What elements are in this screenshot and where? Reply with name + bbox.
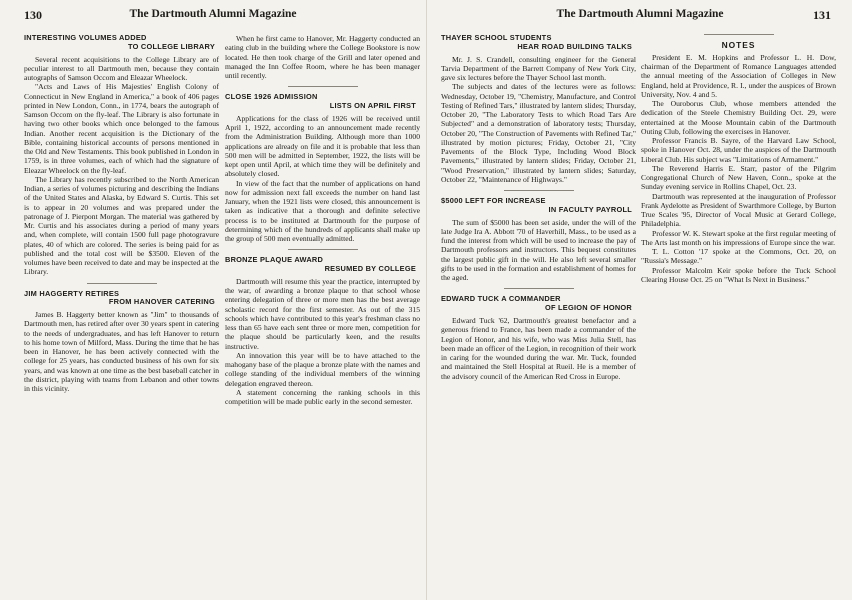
- heading-line: $5000 LEFT FOR INCREASE: [441, 196, 546, 206]
- heading-line: THAYER SCHOOL STUDENTS: [441, 33, 552, 42]
- paragraph: When he first came to Hanover, Mr. Haggerty conducted an eating club in the building where the College Bookstore is now located. He then took charge of the Grill and later opened and managed the Inn Coffee Room, where he has been manager until recently.: [225, 34, 420, 80]
- paragraph: President E. M. Hopkins and Professor L. H. Dow, chairman of the Department of Romance Languages attended the annual meeting of the Association of Colleges in New England, held at Providence, R. I., under the auspices of Brown University, Nov. 4 and 5.: [641, 52, 836, 99]
- paragraph: The Reverend Harris E. Starr, pastor of the Pilgrim Congregational Church of New Haven, Conn., spoke at the Sunday evening service in Rollins Chapel, Oct. 23.: [641, 163, 836, 192]
- heading-line: BRONZE PLAQUE AWARD: [225, 255, 324, 265]
- paragraph: Dartmouth will resume this year the practice, interrupted by the war, of awarding a bronze plaque to that school whose entering delegation of three or more men has the best average scholastic record for the first semester. As out of the 315 schools which have contributed to this year's freshman class no less than 65 have each sent three or more men, competition for the plaque should be particularly keen, and the results instructive.: [225, 276, 420, 351]
- page-number: 131: [813, 8, 831, 22]
- column-right-2: [641, 34, 836, 284]
- section-divider: [288, 249, 358, 250]
- paragraph: Several recent acquisitions to the College Library are of peculiar interest to all Dartmouth men, because they contain autographs of Samson Occom and Eleazar Wheelock.: [24, 54, 219, 83]
- page-header: [427, 6, 852, 26]
- article-heading-volumes: [24, 34, 219, 52]
- section-divider: [704, 34, 774, 35]
- paragraph: A statement concerning the ranking schools in this competition will be made public early in the second semester.: [225, 387, 420, 407]
- article-heading-admission: [225, 93, 420, 111]
- heading-line: INTERESTING VOLUMES ADDED: [24, 33, 147, 42]
- section-divider: [504, 190, 574, 191]
- heading-line: HEAR ROAD BUILDING TALKS: [517, 41, 632, 51]
- article-heading-haggerty: [24, 290, 219, 308]
- paragraph: The Library has recently subscribed to the North American Indian, a series of volumes picturing and describing the Indians of the United States and Alaska, by Edward S. Curtis. This set is to appear in 20 volumes and was prepared under the patronage of J. Pierpont Morgan. The material was gathered by Mr. Curtis and his associates during a period of many years and, when complete, will contain 1500 full page photogravure plates, 40 of which are colored. The series is being paid for as published and the total cost will be $3500. Eleven of the volumes have been received to date and may be inspected at the Library.: [24, 174, 219, 277]
- paragraph: Professor W. K. Stewart spoke at the first regular meeting of The Arts last month on his impressions of Europe since the war.: [641, 228, 836, 247]
- page-number: 130: [24, 8, 42, 22]
- paragraph: The Ouroborus Club, whose members attended the dedication of the Steele Chemistry Building Oct. 29, were entertained at the Moose Mountain cabin of the Dartmouth Outing Club, following the exercises in Hanover.: [641, 99, 836, 136]
- section-divider: [504, 288, 574, 289]
- paragraph: "Acts and Laws of His Majesties' English Colony of Connecticut in New England in America," a book of 406 pages printed in New London, Conn., in 1774, bears the autograph of Samson Occom on the fly-leaf. The Library is also fortunate in having two other books which once belonged to the famous Indian. Another recent acquisition is the Dictionary of the Bible, containing historical accounts of persons mentioned in the Old and New Testaments. This book published in London in 1759, is in three volumes, each of which had the signature of Eleazar Wheelock on the fly-leaf.: [24, 82, 219, 175]
- paragraph: An innovation this year will be to have attached to the mahogany base of the plaque a bronze plate with the names and college standing of the individual members of the winning delegation engraved thereon.: [225, 350, 420, 388]
- paragraph: In view of the fact that the number of applications on hand now for admission next fall exceeds the number on hand last January, when the 1921 lists were closed, this announcement is taken as indicative that a thorough and definite selective process is to be instituted at Dartmouth for the purpose of determining which of the hundreds of applicants shall make up the group of 500 men eventually admitted.: [225, 178, 420, 244]
- article-heading-plaque: [225, 256, 420, 274]
- paragraph: Professor Malcolm Keir spoke before the Tuck School Clearing House Oct. 25 on "What Is Next in Business.": [641, 265, 836, 284]
- column-right-1: [441, 34, 636, 381]
- heading-line: JIM HAGGERTY RETIRES: [24, 288, 120, 298]
- heading-line: TO COLLEGE LIBRARY: [127, 41, 215, 51]
- heading-line: CLOSE 1926 ADMISSION: [225, 92, 318, 102]
- article-heading-thayer: [441, 34, 636, 52]
- heading-line: FROM HANOVER CATERING: [108, 297, 215, 307]
- paragraph: James B. Haggerty better known as "Jim" to thousands of Dartmouth men, has retired after over 30 years spent in catering to the needs of undergraduates, and has left Hanover to return to his home town of Milford, Mass. During the time that he has been in Hanover, he has been actively connected with the college for 25 years, has conducted business of his own for six years, and was known at one time as the best baseball catcher in the district, playing with teams from Lebanon and other towns in this vicinity.: [24, 310, 219, 394]
- paragraph: T. L. Cotton '17 spoke at the Commons, Oct. 20, on "Russia's Message.": [641, 247, 836, 266]
- magazine-title: The Dartmouth Alumni Magazine: [556, 8, 724, 20]
- heading-line: LISTS ON APRIL FIRST: [329, 101, 416, 111]
- article-heading-tuck: [441, 295, 636, 313]
- paragraph: Dartmouth was represented at the inauguration of Professor Frank Aydelotte as President of Swarthmore College, by Burton True Scales '95, Director of Vocal Music at Gerard College, Philadelphia.: [641, 191, 836, 229]
- magazine-title: The Dartmouth Alumni Magazine: [129, 8, 297, 20]
- paragraph: The subjects and dates of the lectures were as follows: Wednesday, October 19, "Chemistry, Manufacture, and Control Testing of Refined Tars," illustrated by lantern slides; Thursday, October 20, "The Laboratory Tests to which Road Tars Are Subjected" and a demonstration of laboratory tests; Thursday, October 20, "The Construction of Pavements with Refined Tar," illustrated by motion pictures; Friday, October 21, "City Pavements of the Block Type, Including Wood Block Pavements," illustrated by lantern slides; Friday, October 21, "Wood Preservation," illustrated by lantern slides; Saturday, October 22, "Maintenance of Highways.": [441, 82, 636, 184]
- section-divider: [87, 283, 157, 284]
- heading-line: OF LEGION OF HONOR: [544, 303, 632, 313]
- paragraph: Professor Francis B. Sayre, of the Harvard Law School, spoke in Hanover Oct. 28, under the auspices of the Dartmouth Liberal Club. His subject was "Limitations of Armament.": [641, 136, 836, 164]
- paragraph: Edward Tuck '62, Dartmouth's greatest benefactor and a generous friend to France, has been made a commander of the Legion of Honor, and his wife, who was Miss Julia Stell, has been made an officer of the Legion, in recognition of their work in caring for the wounded during the war. Mr. Tuck, founded and maintained the Stell Hospital at Rueil. He is a member of the advisory council of the American Red Cross in Europe.: [441, 316, 636, 381]
- heading-line: EDWARD TUCK A COMMANDER: [441, 294, 561, 304]
- heading-line: IN FACULTY PAYROLL: [548, 204, 632, 214]
- column-left-2: [225, 34, 420, 406]
- column-left-1: [24, 34, 219, 393]
- paragraph: The sum of $5000 has been set aside, under the will of the late Judge Ira A. Abbott '70 of Haverhill, Mass., to be used as a fund the interest from which will be used to increase the pay of Dartmouth professors and instructors. This bequest constitutes the largest public gift in the will. He also left several smaller gifts to be used in the formation and establishment of homes for the aged.: [441, 217, 636, 283]
- paragraph: Applications for the class of 1926 will be received until April 1, 1922, according to an announcement made recently from the Administration Building. Although more than 1000 applications are already on file and it is probable that less than 500 men will be admitted in September, 1922, the lists will be kept open until April, at which time they will be definitely and absolutely closed.: [225, 113, 420, 179]
- section-divider: [288, 86, 358, 87]
- page-131: [426, 0, 852, 600]
- paragraph: Mr. J. S. Crandell, consulting engineer for the General Tarvia Department of the Barrett Company of New York City, gave six lectures before the Thayer School last month.: [441, 54, 636, 83]
- heading-line: RESUMED BY COLLEGE: [324, 264, 416, 274]
- article-heading-fund: [441, 197, 636, 215]
- page-header: [0, 6, 426, 26]
- notes-heading: NOTES: [721, 40, 756, 50]
